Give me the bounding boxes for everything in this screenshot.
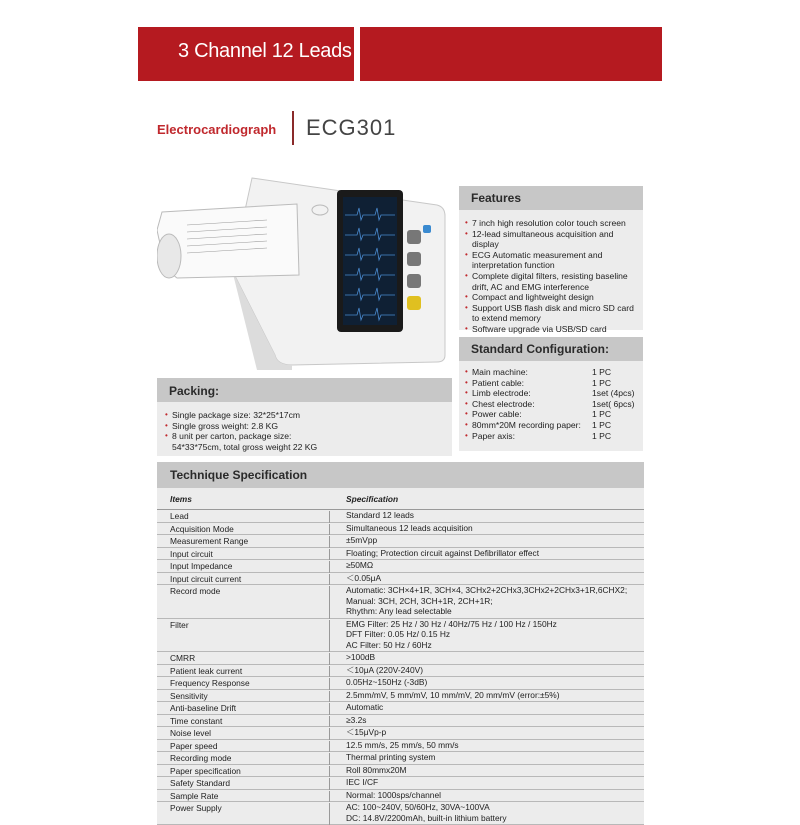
configuration-row <box>465 367 639 378</box>
features-list <box>459 210 643 334</box>
config-item-qty: 1 PC <box>592 409 612 420</box>
spec-item-name: Paper speed <box>170 741 330 753</box>
spec-item-value <box>346 573 644 585</box>
spec-table-header <box>157 488 644 510</box>
spec-value-line: Automatic <box>346 702 384 712</box>
config-item-name: Patient cable: <box>472 377 525 388</box>
spec-value-line: Simultaneous 12 leads acquisition <box>346 522 473 533</box>
spec-value-line: AC: 100~240V, 50/60Hz, 30VA~100VA <box>346 802 490 812</box>
spec-item-name: Record mode <box>170 586 330 619</box>
config-item-qty: 1 PC <box>592 419 612 430</box>
spec-value-line: ＜10μA (220V-240V) <box>346 664 423 675</box>
spec-row <box>157 790 644 803</box>
packing-item: • Single gross weight: 2.8 KG <box>165 421 448 432</box>
spec-item-name: Noise level <box>170 728 330 740</box>
spec-item-name: Patient leak current <box>170 666 330 678</box>
spec-row <box>157 548 644 561</box>
config-item-qty: 1 PC <box>592 430 612 441</box>
spec-item-name: Input circuit <box>170 549 330 561</box>
spec-item-name: Input circuit current <box>170 574 330 586</box>
spec-value-line: 2.5mm/mV, 5 mm/mV, 10 mm/mV, 20 mm/mV (error:±5%) <box>346 689 560 700</box>
spec-value-line: Automatic: 3CH×4+1R, 3CH×4, 3CHx2+2CHx3,3CHx2+2CHx3+1R,6CHX2; <box>346 585 628 595</box>
spec-item-name: Anti-baseline Drift <box>170 703 330 715</box>
spec-item-value <box>346 802 644 824</box>
spec-value-line: Roll 80mmx20M <box>346 764 407 775</box>
spec-row <box>157 510 644 523</box>
spec-item-name: Input Impedance <box>170 561 330 573</box>
config-item-qty: 1 PC <box>592 377 612 388</box>
spec-value-line: Rhythm: Any lead selectable <box>346 606 452 616</box>
spec-value-line: DFT Filter: 0.05 Hz/ 0.15 Hz <box>346 629 451 639</box>
spec-item-value <box>346 752 644 764</box>
spec-value-line: Normal: 1000sps/channel <box>346 789 441 800</box>
configuration-row <box>465 399 639 410</box>
packing-heading: Packing: <box>157 378 452 402</box>
spec-item-name: Frequency Response <box>170 678 330 690</box>
spec-item-value <box>346 715 644 727</box>
spec-item-value <box>346 523 644 535</box>
spec-value-line: AC Filter: 50 Hz / 60Hz <box>346 639 432 650</box>
product-category: Electrocardiograph <box>157 122 277 137</box>
config-item-qty: 1set( 6pcs) <box>592 398 635 409</box>
spec-item-name: Measurement Range <box>170 536 330 548</box>
spec-item-name: Sensitivity <box>170 691 330 703</box>
spec-value-line: Floating; Protection circuit against Defibrillator effect <box>346 547 540 558</box>
spec-item-value <box>346 510 644 522</box>
spec-row <box>157 573 644 586</box>
spec-item-value <box>346 652 644 664</box>
config-item-name: Power cable: <box>472 409 522 420</box>
packing-item: • 8 unit per carton, package size: 54*33*75cm, total gross weight 22 KG <box>165 431 330 452</box>
spec-value-line: >100dB <box>346 652 376 662</box>
product-model: ECG301 <box>306 115 397 140</box>
configuration-heading: Standard Configuration: <box>459 337 643 361</box>
spec-value-line: ±5mVpp <box>346 535 378 545</box>
spec-value-line: Thermal printing system <box>346 752 436 762</box>
spec-item-name: Recording mode <box>170 753 330 765</box>
spec-item-value <box>346 677 644 689</box>
spec-item-value <box>346 535 644 547</box>
configuration-row <box>465 388 639 399</box>
spec-value-line: ≥50MΩ <box>346 560 374 570</box>
spec-item-name: Paper specification <box>170 766 330 778</box>
spec-value-line: Manual: 3CH, 2CH, 3CH+1R, 2CH+1R; <box>346 595 493 606</box>
spec-item-value <box>346 560 644 572</box>
packing-item: • Single package size: 32*25*17cm <box>165 410 448 421</box>
spec-item-name: Safety Standard <box>170 778 330 790</box>
spec-row <box>157 727 644 740</box>
features-heading: Features <box>459 186 643 210</box>
spec-row <box>157 665 644 678</box>
spec-item-name: Filter <box>170 620 330 653</box>
spec-row <box>157 619 644 653</box>
spec-row <box>157 523 644 536</box>
spec-item-name: Time constant <box>170 716 330 728</box>
spec-item-name: Lead <box>170 511 330 523</box>
configuration-list <box>459 361 643 451</box>
configuration-row <box>465 431 639 442</box>
configuration-row <box>465 420 639 431</box>
spec-row <box>157 652 644 665</box>
spec-row <box>157 740 644 753</box>
spec-value-line: ≥3.2s <box>346 714 367 725</box>
spec-item-value <box>346 585 644 618</box>
spec-value-line: ＜0.05μA <box>346 572 382 583</box>
spec-item-value <box>346 727 644 739</box>
spec-col-specification: Specification <box>346 494 399 504</box>
feature-item: • Complete digital filters, resisting baseline drift, AC and EMG interference <box>465 271 639 292</box>
feature-item: • Software upgrade via USB/SD card <box>465 324 639 335</box>
feature-item: • ECG Automatic measurement and interpretation function <box>465 250 639 271</box>
ecg-device-image <box>157 170 447 370</box>
spec-value-line: DC: 14.8V/2200mAh, built-in lithium battery <box>346 812 507 823</box>
spec-item-name: CMRR <box>170 653 330 665</box>
spec-row <box>157 765 644 778</box>
spec-row <box>157 677 644 690</box>
config-item-name: Chest electrode: <box>472 398 535 409</box>
spec-value-line: IEC I/CF <box>346 777 379 787</box>
spec-row <box>157 752 644 765</box>
spec-col-items: Items <box>170 494 192 504</box>
spec-value-line: 0.05Hz~150Hz (-3dB) <box>346 677 428 687</box>
spec-item-value <box>346 665 644 677</box>
spec-item-value <box>346 740 644 752</box>
spec-item-value <box>346 790 644 802</box>
spec-item-value <box>346 690 644 702</box>
technique-heading: Technique Specification <box>157 462 644 488</box>
config-item-name: 80mm*20M recording paper: <box>472 419 581 430</box>
spec-item-value <box>346 548 644 560</box>
spec-value-line: 12.5 mm/s, 25 mm/s, 50 mm/s <box>346 739 459 750</box>
config-item-qty: 1 PC <box>592 367 612 377</box>
spec-item-value <box>346 619 644 652</box>
spec-value-line: Standard 12 leads <box>346 510 414 520</box>
spec-row <box>157 715 644 728</box>
spec-row <box>157 690 644 703</box>
spec-item-value <box>346 765 644 777</box>
spec-item-value <box>346 777 644 789</box>
spec-item-name: Acquisition Mode <box>170 524 330 536</box>
spec-row <box>157 702 644 715</box>
feature-item: • 12-lead simultaneous acquisition and display <box>465 229 639 250</box>
config-item-name: Main machine: <box>472 367 528 377</box>
spec-item-name: Sample Rate <box>170 791 330 803</box>
configuration-row <box>465 378 639 389</box>
feature-item: • Support USB flash disk and micro SD card to extend memory <box>465 303 639 324</box>
configuration-row <box>465 409 639 420</box>
config-item-qty: 1set (4pcs) <box>592 388 635 399</box>
spec-row <box>157 560 644 573</box>
spec-item-value <box>346 702 644 714</box>
spec-value-line: EMG Filter: 25 Hz / 30 Hz / 40Hz/75 Hz / 100 Hz / 150Hz <box>346 618 557 629</box>
title-divider <box>292 111 294 145</box>
spec-row <box>157 535 644 548</box>
spec-row <box>157 777 644 790</box>
spec-table <box>157 488 644 825</box>
spec-row <box>157 585 644 619</box>
spec-row <box>157 802 644 825</box>
spec-value-line: ＜15μVp-p <box>346 727 387 737</box>
page-title: 3 Channel 12 Leads <box>178 40 352 62</box>
feature-item: • Compact and lightweight design <box>465 292 639 303</box>
spec-item-name: Power Supply <box>170 803 330 825</box>
feature-item: • 7 inch high resolution color touch screen <box>465 218 639 229</box>
config-item-name: Paper axis: <box>472 430 515 441</box>
header-banner-right <box>360 27 662 81</box>
packing-list <box>157 402 452 456</box>
config-item-name: Limb electrode: <box>472 388 531 399</box>
